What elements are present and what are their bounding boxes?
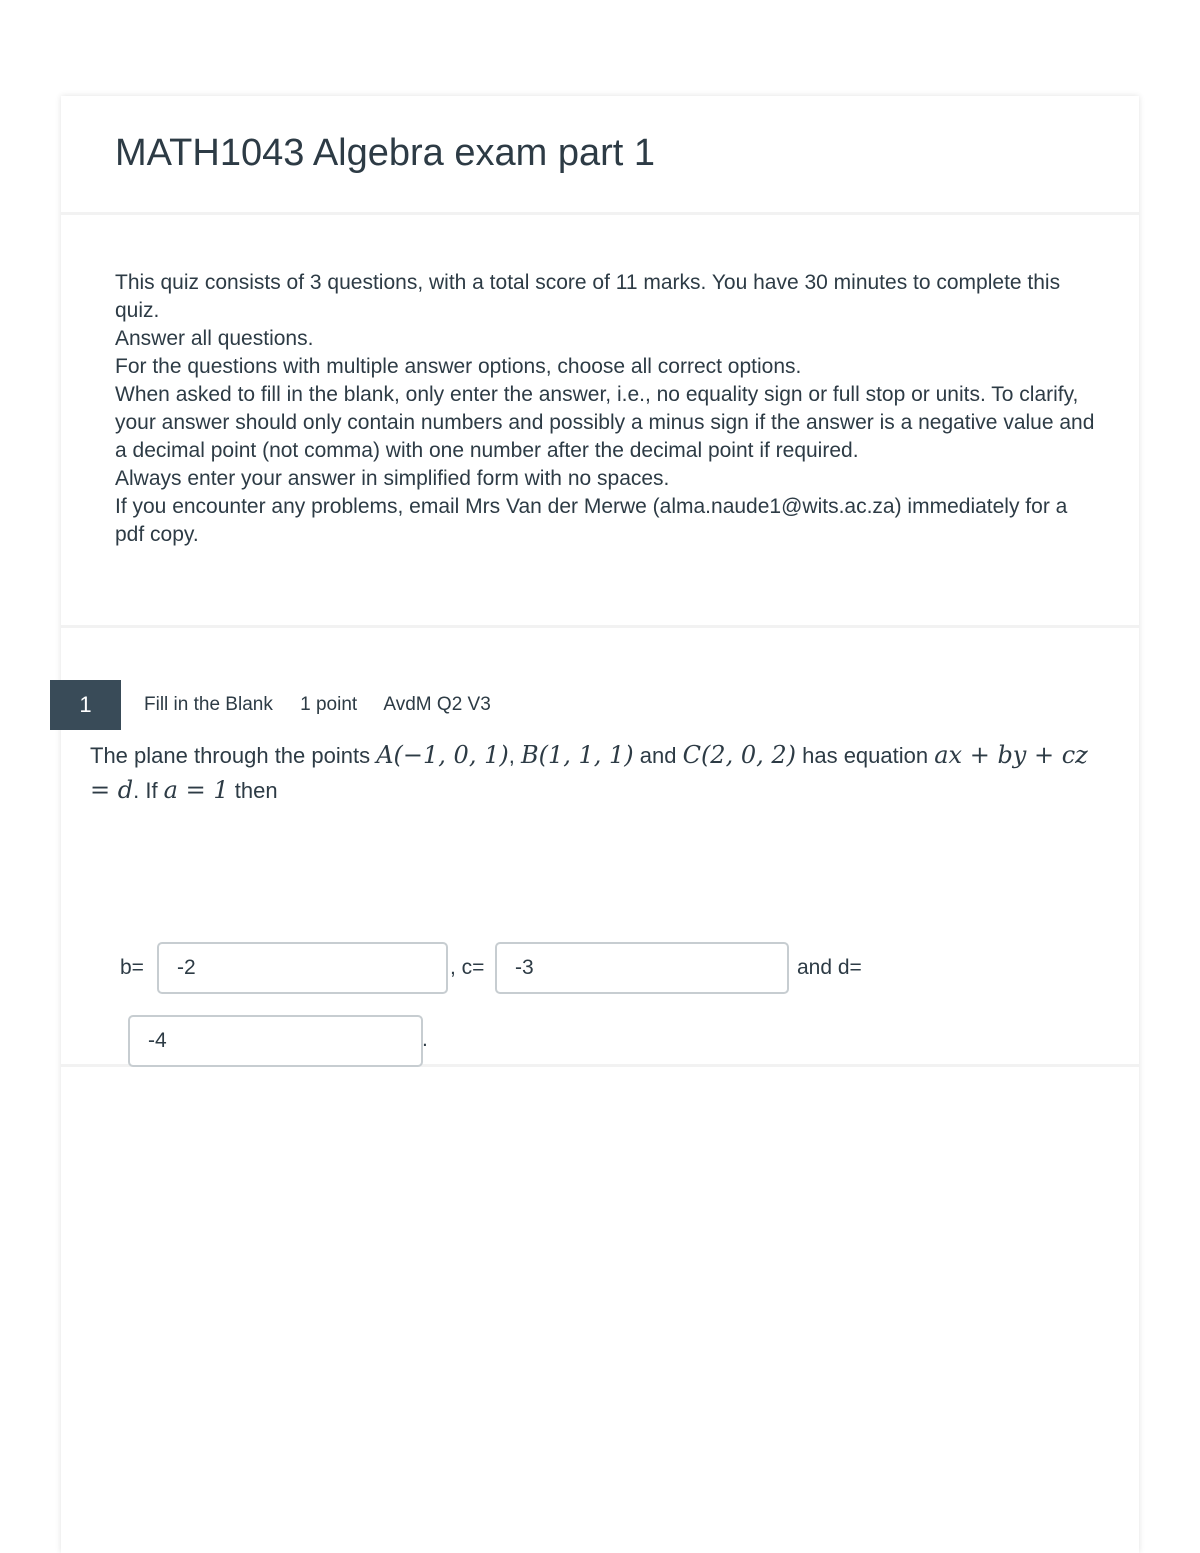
math-point-a: A(−1, 0, 1) bbox=[376, 741, 509, 769]
answer-input-b[interactable] bbox=[157, 942, 448, 994]
page-title: MATH1043 Algebra exam part 1 bbox=[115, 132, 656, 174]
math-point-c: C(2, 0, 2) bbox=[682, 741, 796, 769]
question-text-part: and bbox=[633, 743, 683, 768]
question-code: AvdM Q2 V3 bbox=[383, 694, 491, 715]
instruction-line: Answer all questions. bbox=[115, 327, 314, 350]
instruction-line: This quiz consists of 3 questions, with a total score of 11 marks. You have 30 minutes to complete this quiz. bbox=[115, 271, 1061, 322]
question-type: Fill in the Blank bbox=[144, 694, 273, 715]
blank-end-mark: . bbox=[422, 1028, 428, 1051]
question-text bbox=[90, 738, 1090, 808]
math-point-b: B(1, 1, 1) bbox=[520, 741, 634, 769]
answer-input-c[interactable] bbox=[495, 942, 789, 994]
question-meta bbox=[144, 694, 513, 716]
instructions-text bbox=[115, 269, 1095, 549]
instruction-line: For the questions with multiple answer options, choose all correct options. bbox=[115, 355, 802, 378]
blank-b-label: b= bbox=[120, 956, 144, 979]
instructions-section bbox=[61, 215, 1139, 628]
instruction-line: Always enter your answer in simplified form with no spaces. bbox=[115, 467, 670, 490]
quiz-card bbox=[61, 96, 1139, 1553]
quiz-header bbox=[61, 96, 1139, 215]
instruction-line: When asked to fill in the blank, only enter the answer, i.e., no equality sign or full stop or units. To clarify, your answer should only contain numbers and possibly a minus sign if the answer is a negative value and a decimal point (not comma) with one number after the decimal point if required. bbox=[115, 383, 1095, 462]
question-text-part: , bbox=[508, 743, 521, 768]
math-equation: ax + by + cz = d bbox=[90, 741, 1088, 804]
instruction-line: If you encounter any problems, email Mrs Van der Merwe (alma.naude1@wits.ac.za) immediately for a pdf copy. bbox=[115, 495, 1068, 546]
answer-input-d[interactable] bbox=[128, 1015, 423, 1067]
question-text-part: has equation bbox=[796, 743, 935, 768]
math-condition: a = 1 bbox=[163, 776, 229, 804]
question-number-badge: 1 bbox=[50, 680, 121, 730]
question-text-part: then bbox=[228, 778, 278, 803]
question-text-part: . If bbox=[133, 778, 164, 803]
question-1 bbox=[61, 628, 1139, 1067]
question-points: 1 point bbox=[300, 694, 358, 715]
blank-c-label: , c= bbox=[450, 956, 485, 979]
blank-d-label: and d= bbox=[797, 956, 862, 979]
question-text-part: The plane through the points bbox=[90, 743, 377, 768]
